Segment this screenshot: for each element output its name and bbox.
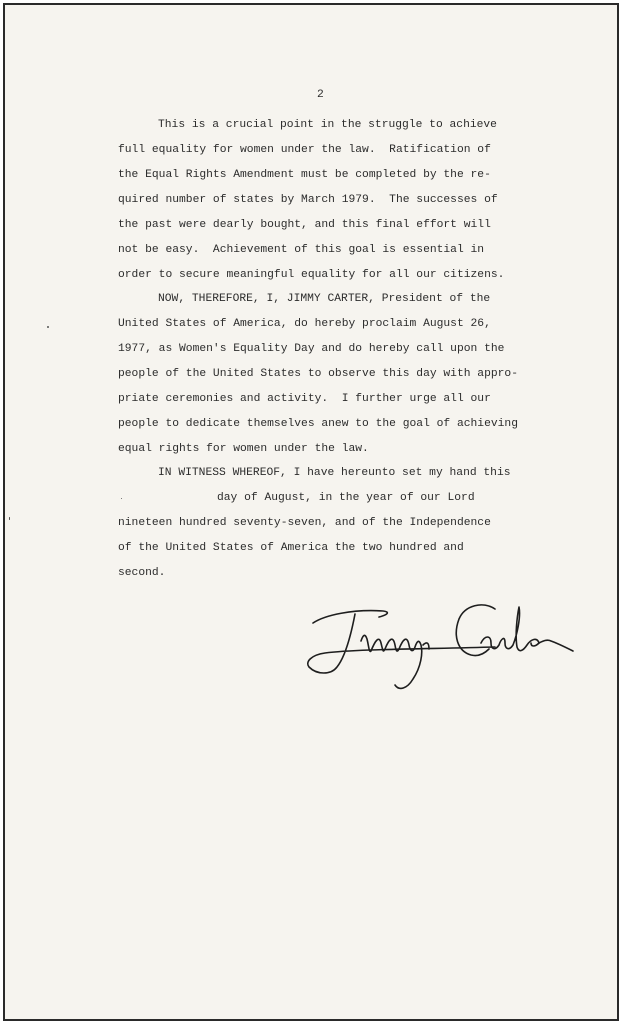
paragraph-3-line: second.	[118, 567, 166, 579]
paragraph-3-line: nineteen hundred seventy-seven, and of the Independence	[118, 517, 491, 529]
paper-speck	[47, 326, 49, 328]
paragraph-1-line: This is a crucial point in the struggle to achieve	[158, 119, 497, 131]
paragraph-2-line: equal rights for women under the law.	[118, 443, 369, 455]
paragraph-2-line: 1977, as Women's Equality Day and do hereby call upon the	[118, 343, 505, 355]
paragraph-1-line: quired number of states by March 1979. The successes of	[118, 194, 498, 206]
paragraph-2-line: NOW, THEREFORE, I, JIMMY CARTER, President of the	[158, 293, 491, 305]
paragraph-1-line: the past were dearly bought, and this final effort will	[118, 219, 491, 231]
paragraph-1-line: the Equal Rights Amendment must be completed by the re-	[118, 169, 491, 181]
proclamation-page	[5, 5, 617, 1019]
paper-speck	[9, 517, 10, 520]
document-frame	[3, 3, 619, 1021]
paragraph-2-line: United States of America, do hereby proclaim August 26,	[118, 318, 491, 330]
paragraph-1-line: full equality for women under the law. Ratification of	[118, 144, 491, 156]
page-number: 2	[317, 89, 324, 101]
paragraph-1-line: not be easy. Achievement of this goal is essential in	[118, 244, 485, 256]
paragraph-1-line: order to secure meaningful equality for all our citizens.	[118, 269, 505, 281]
paragraph-2-line: people of the United States to observe this day with appro-	[118, 368, 518, 380]
paragraph-2-line: people to dedicate themselves anew to the goal of achieving	[118, 418, 518, 430]
paragraph-3-line: IN WITNESS WHEREOF, I have hereunto set my hand this	[158, 467, 511, 479]
paragraph-3-line: of the United States of America the two hundred and	[118, 542, 464, 554]
paper-speck	[121, 498, 122, 499]
paragraph-2-line: priate ceremonies and activity. I further urge all our	[118, 393, 491, 405]
signature-image	[295, 595, 575, 695]
paragraph-3-line: day of August, in the year of our Lord	[217, 492, 475, 504]
